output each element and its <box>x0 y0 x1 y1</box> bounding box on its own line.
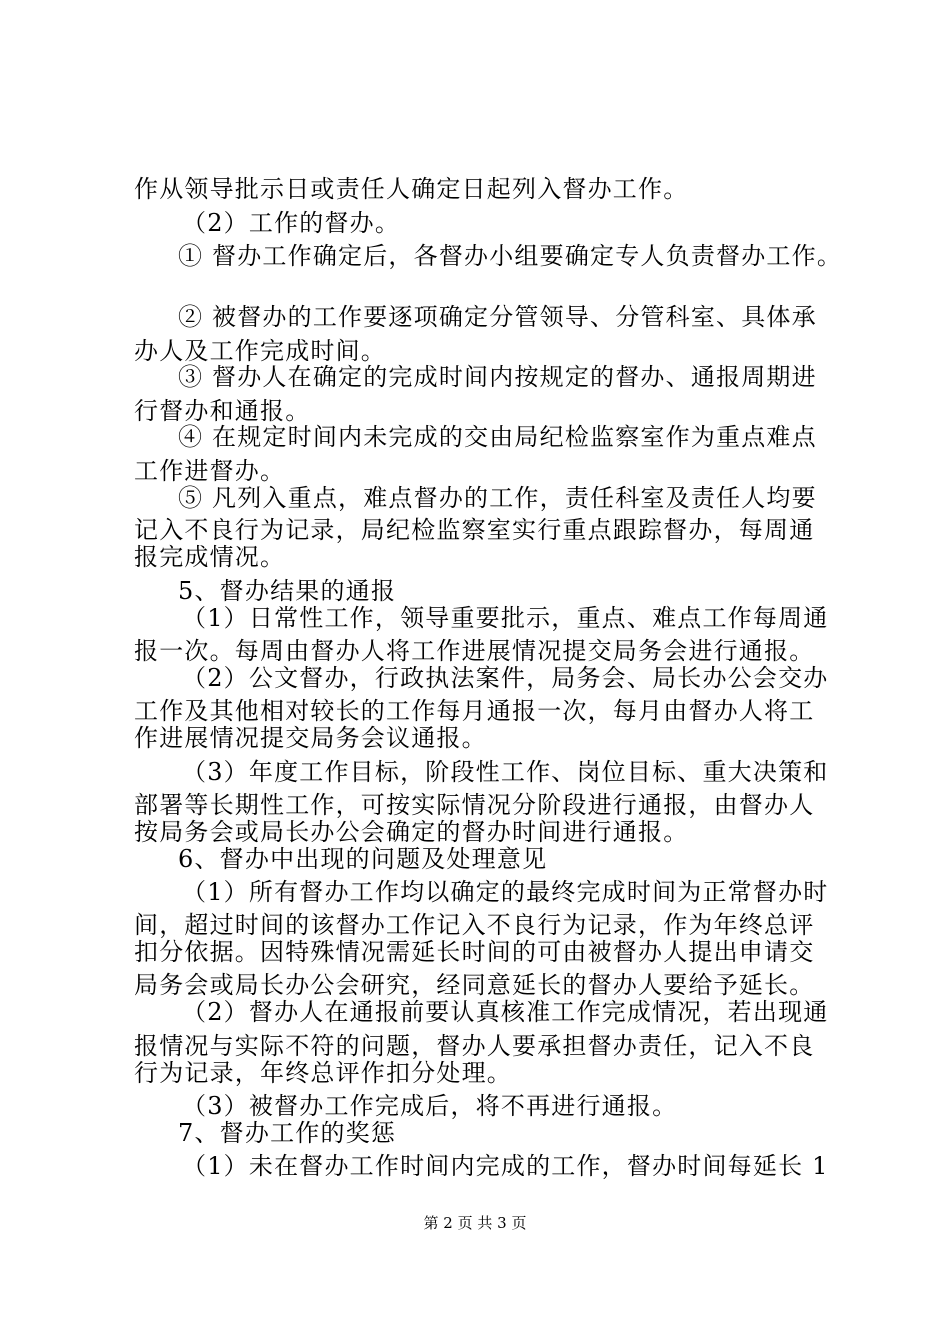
text-line: （2）公文督办，行政执法案件，局务会、局长办公会交办 <box>182 664 829 692</box>
text-line: （2）工作的督办。 <box>182 209 401 237</box>
text-line: 行督办和通报。 <box>134 397 311 425</box>
text-line: ② 被督办的工作要逐项确定分管领导、分管科室、具体承 <box>178 303 817 331</box>
section-heading: 7、督办工作的奖惩 <box>178 1119 397 1147</box>
section-heading: 5、督办结果的通报 <box>178 577 397 605</box>
text-line: 报一次。每周由督办人将工作进展情况提交局务会进行通报。 <box>134 637 815 665</box>
text-line: ④ 在规定时间内未完成的交由局纪检监察室作为重点难点 <box>178 423 817 451</box>
text-line: 按局务会或局长办公会确定的督办时间进行通报。 <box>134 818 689 846</box>
text-line: （3）被督办工作完成后，将不再进行通报。 <box>182 1092 678 1120</box>
text-line: 局务会或局长办公会研究，经同意延长的督办人要给予延长。 <box>134 971 815 999</box>
text-line: （1）未在督办工作时间内完成的工作，督办时间每延长 1 <box>182 1152 829 1180</box>
page-number-footer: 第 2 页 共 3 页 <box>423 1214 527 1232</box>
text-line: 工作及其他相对较长的工作每月通报一次，每月由督办人将工 <box>134 697 815 725</box>
text-line: 作进展情况提交局务会议通报。 <box>134 724 487 752</box>
text-line: 办人及工作完成时间。 <box>134 337 386 365</box>
text-line: 扣分依据。因特殊情况需延长时间的可由被督办人提出申请交 <box>134 938 815 966</box>
text-line: （1）所有督办工作均以确定的最终完成时间为正常督办时 <box>182 878 829 906</box>
text-line: （1）日常性工作，领导重要批示，重点、难点工作每周通 <box>182 604 829 632</box>
text-line: 报完成情况。 <box>134 543 286 571</box>
text-line: （2）督办人在通报前要认真核准工作完成情况，若出现通 <box>182 998 829 1026</box>
section-heading: 6、督办中出现的问题及处理意见 <box>178 845 548 873</box>
text-line: 行为记录，年终总评作扣分处理。 <box>134 1059 512 1087</box>
text-line: 部署等长期性工作，可按实际情况分阶段进行通报，由督办人 <box>134 791 815 819</box>
text-line: 间，超过时间的该督办工作记入不良行为记录，作为年终总评 <box>134 911 815 939</box>
text-line: 作从领导批示日或责任人确定日起列入督办工作。 <box>134 175 689 203</box>
text-line: ⑤ 凡列入重点，难点督办的工作，责任科室及责任人均要 <box>178 484 817 512</box>
text-line: 报情况与实际不符的问题，督办人要承担督办责任，记入不良 <box>134 1032 815 1060</box>
text-line: （3）年度工作目标，阶段性工作、岗位目标、重大决策和 <box>182 758 829 786</box>
text-line: ③ 督办人在确定的完成时间内按规定的督办、通报周期进 <box>178 363 817 391</box>
text-line: 工作进督办。 <box>134 457 286 485</box>
text-line: 记入不良行为记录，局纪检监察室实行重点跟踪督办，每周通 <box>134 516 815 544</box>
text-line: ① 督办工作确定后，各督办小组要确定专人负责督办工作。 <box>178 242 843 270</box>
